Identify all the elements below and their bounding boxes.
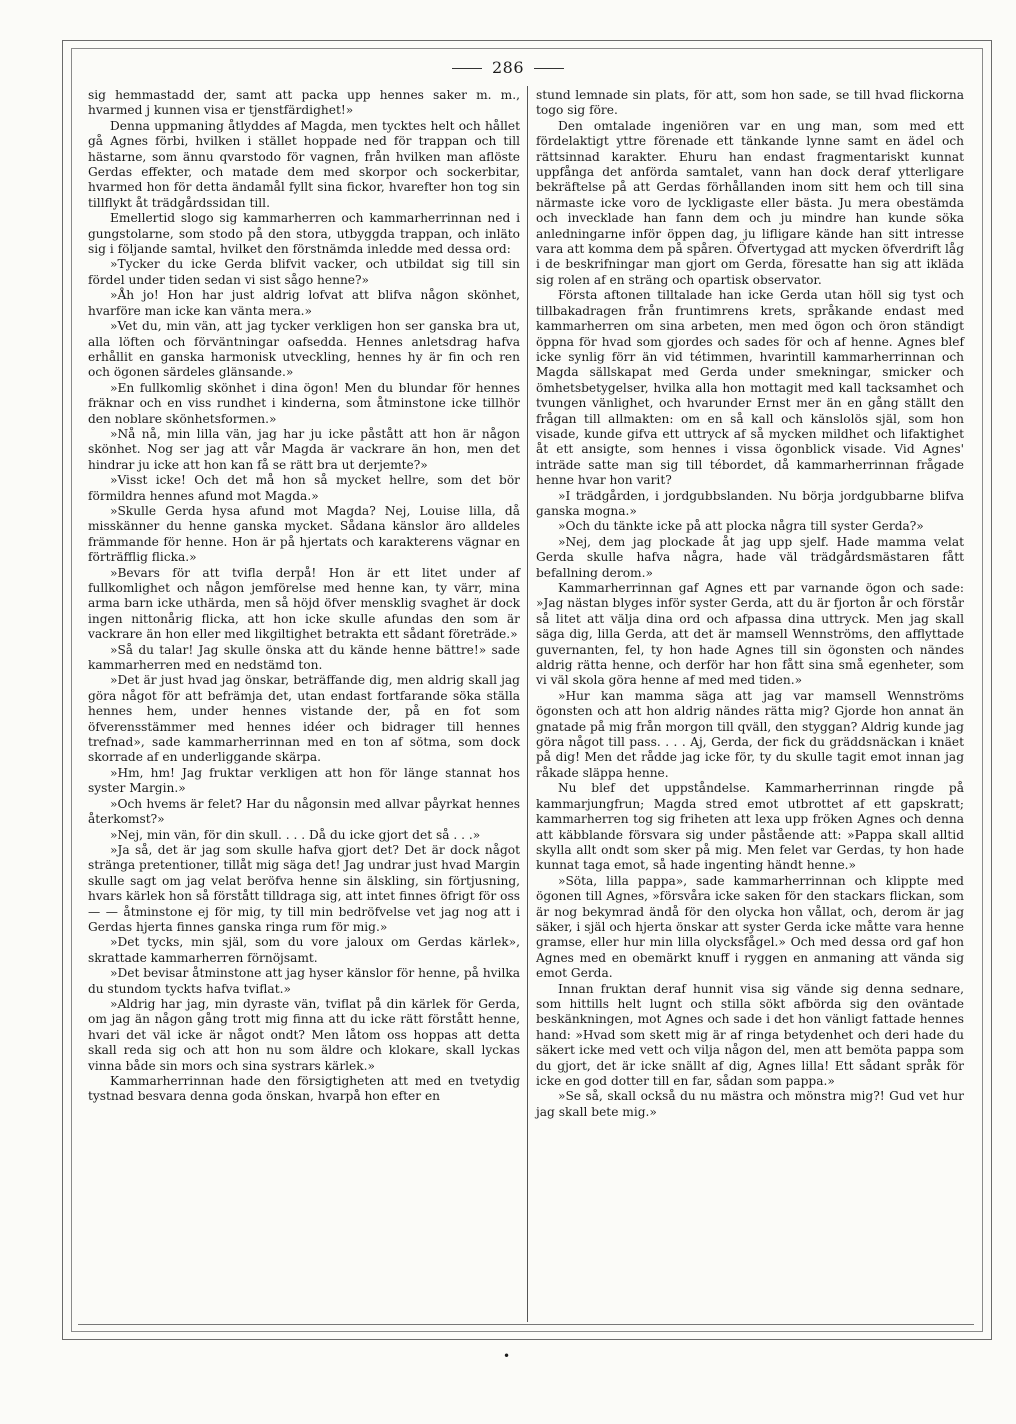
paragraph: »Se så, skall också du nu mästra och mönstra mig?! Gud vet hur jag skall bete mig.»	[536, 1089, 964, 1119]
page-number	[0, 58, 1016, 77]
paragraph: »En fullkomlig skönhet i dina ögon! Men du blundar för hennes fräknar och en viss rundhet i kinderna, som åtminstone icke tillhör den noblare skönhetsformen.»	[88, 380, 520, 426]
paragraph: Den omtalade ingeniören var en ung man, som med ett fördelaktigt yttre förenade ett tänkande lynne samt en ädel och rättsinnad karakter. Ehuru han endast fragmentariskt kunnat uppfånga det anförda samtalet, vann han dock deraf ytterligare bekräftelse på att Gerdas förhållanden inom sitt hem och till sina närmaste icke voro de lyckligaste eller bästa. Ju mera obestämda och invecklade han fann dem och ju mindre han kunde söka anledningarne inför öppen dag, ju lifligare kände han sitt intresse vara att komma dem på spåren. Öfvertygad att mycken öfverdrift låg i de beskrifningar man gjort om Gerda, föresatte han sig att ikläda sig rolen af en sträng och opartisk observator.	[536, 118, 964, 287]
page-number-text: 286	[491, 58, 525, 77]
paragraph: »Åh jo! Hon har just aldrig lofvat att blifva någon skönhet, hvarföre man icke kan vänta mera.»	[88, 288, 520, 318]
paragraph: Nu blef det uppståndelse. Kammarherrinnan ringde på kammarjungfrun; Magda stred emot utbrottet af ett gapskratt; kammarherren tog sig friheten att lexa upp fröken Agnes och denna att käbblande försvara sig under påstående att: »Pappa skall alltid skylla allt ondt som sker på mig. Men felet var Gerdas, ty hon hade kunnat taga emot, så hade ingenting händt henne.»	[536, 781, 964, 873]
paragraph: »Ja så, det är jag som skulle hafva gjort det? Det är dock något stränga pretentioner, tillåt mig säga det! Jag undrar just hvad Margin skulle sagt om jag velat beröfva henne sin älskling, sin förtjusning, hvars kärlek hon så förstått tilldraga sig, att intet finnes öfrigt för oss — — åtminstone ej för mig, ty till min bedröfvelse vet jag nog att i Gerdas hjerta finnes ganska ringa rum för mig.»	[88, 842, 520, 934]
paragraph: »Nej, dem jag plockade åt jag upp sjelf. Hade mamma velat Gerda skulle hafva några, hade väl trädgårdsmästaren fått befallning derom.»	[536, 534, 964, 580]
paragraph: »Det bevisar åtminstone att jag hyser känslor för henne, på hvilka du stundom tyckts hafva tviflat.»	[88, 966, 520, 996]
footer-mark: •	[503, 1349, 511, 1363]
paragraph: sig hemmastadd der, samt att packa upp hennes saker m. m., hvarmed j kunnen visa er tjenstfärdighet!»	[88, 88, 520, 118]
paragraph: »Nej, min vän, för din skull. . . . Då du icke gjort det så . . .»	[110, 827, 481, 842]
paragraph: »Hm, hm! Jag fruktar verkligen att hon för länge stannat hos syster Margin.»	[88, 765, 520, 796]
paragraph: Kammarherrinnan hade den försigtigheten att med en tvetydig tystnad besvara denna goda önskan, hvarpå hon efter en	[88, 1074, 520, 1104]
paragraph: stund lemnade sin plats, för att, som hon sade, se till hvad flickorna togo sig före.	[536, 88, 964, 118]
paragraph: »Hur kan mamma säga att jag var mamsell Wennströms ögonsten och att hon aldrig nändes rätta mig? Gjorde hon annat än gnatade på mig från morgon till qväll, den styggan? Aldrig kunde jag göra något till pass. . . . Aj, Gerda, der fick du gräddsnäckan i knäet på dig! Men det rådde jag icke för, ty du skulle tagit emot innan jag råkade släppa henne.	[536, 688, 964, 780]
paragraph: Emellertid slogo sig kammarherren och kammarherrinnan ned i gungstolarne, som stodo på den stora, utbyggda trappan, och inläto sig i följande samtal, hvilket den förstnämda inledde med dessa ord:	[88, 211, 520, 257]
paragraph: »I trädgården, i jordgubbslanden. Nu börja jordgubbarne blifva ganska mogna.»	[536, 488, 964, 518]
dash-right	[534, 68, 564, 69]
paragraph: »Så du talar! Jag skulle önska att du kände henne bättre!» sade kammarherren med en nedstämd ton.	[88, 642, 520, 673]
paragraph: Kammarherrinnan gaf Agnes ett par varnande ögon och sade: »Jag nästan blyges inför syster Gerda, att du är fjorton år och förstår så litet att välja dina ord och afpassa dina uttryck. Men jag skall säga dig, lilla Gerda, att det är mamsell Wennströms, den afflyttade guvernanten, fel, ty hon hade Agnes till sin ögonsten och nändes aldrig rätta henne, och derför har hon fått sina små egenheter, som vi väl skola göra henne af med med tiden.»	[536, 581, 964, 688]
right-column	[536, 88, 964, 1119]
paragraph: Första aftonen tilltalade han icke Gerda utan höll sig tyst och tillbakadragen från fruntimrens krets, språkande endast med kammarherren om sina arbeten, men med ögon och öron ständigt öppna för hvad som gjordes och sades för och af henne. Agnes blef icke synlig förr än vid tétimmen, hvarintill kammarherrinnan och Magda sällskapat med Gerda under smekningar, smicker och ömhetsbetygelser, hvilka alla hon mottagit med kall tacksamhet och tvungen vänlighet, och hvarunder Ernst mer än en gång ställt den frågan till allmakten: om en så kall och känslolös själ, som hon visade, kunde gifva ett uttryck af så mycken mildhet och lifaktighet åt ett ansigte, som hennes i vissa ögonblick visade. Vid Agnes' inträde satte man sig till tébordet, då kammarherrinnan frågade henne hvar hon varit?	[536, 288, 964, 488]
paragraph: »Söta, lilla pappa», sade kammarherrinnan och klippte med ögonen till Agnes, »försvåra icke saken för den stackars flickan, som är nog bekymrad ändå för den olycka hon vållat, och, derom är jag säker, i själ och hjerta önskar att syster Gerda icke måtte vara henne gramse, eller hur min lilla olycksfågel.» Och med dessa ord gaf hon Agnes med en obemärkt knuff i ryggen en anmaning att vända sig emot Gerda.	[536, 873, 964, 981]
paragraph: »Tycker du icke Gerda blifvit vacker, och utbildat sig till sin fördel under tiden sedan vi sist sågo henne?»	[88, 257, 520, 287]
paragraph: Denna uppmaning åtlyddes af Magda, men tycktes helt och hållet gå Agnes förbi, hvilken i stället hoppade ned för trappan och till hästarne, som ännu qvarstodo för vagnen, från hvilken man aflöste Gerdas effekter, och matade dem med skorpor och sockerbitar, hvarmed hon för detta ändamål fyllt sina fickor, hvarefter hon tog sin tillflykt åt trädgårdssidan till.	[88, 118, 520, 210]
paragraph: »Bevars för att tvifla derpå! Hon är ett litet under af fullkomlighet och någon jemförelse med henne kan, ty värr, mina arma barn icke uthärda, men så höjd öfver mensklig svaghet är dock ingen nittonårig flicka, att hon icke skulle afundas den som är vackrare än hon eller med likgiltighet betrakta ett sådant företräde.»	[88, 565, 520, 642]
paragraph: »Det är just hvad jag önskar, beträffande dig, men aldrig skall jag göra något för att befrämja det, utan endast fortfarande söka ställa hennes hem, under hennes vistande der, på en fot som öfverensstämmer med hennes idéer och bidrager till hennes trefnad», sade kammarherrinnan med en ton af sötma, som dock skorrade af en underliggande skärpa.	[88, 673, 520, 765]
dash-left	[452, 68, 482, 69]
paragraph: »Och hvems är felet? Har du någonsin med allvar påyrkat hennes återkomst?»	[88, 796, 520, 827]
paragraph: »Det tycks, min själ, som du vore jaloux om Gerdas kärlek», skrattade kammarherren förnöjsamt.	[88, 935, 520, 965]
paragraph: »Aldrig har jag, min dyraste vän, tviflat på din kärlek för Gerda, om jag än någon gång trott mig finna att du icke rätt förstått henne, hvari det väl icke är något ondt? Men låtom oss hoppas att detta skall reda sig och att hon nu som äldre och klokare, skall lyckas vinna både sin mors och sina systrars kärlek.»	[88, 996, 520, 1073]
bottom-rule	[78, 1324, 974, 1325]
paragraph: »Visst icke! Och det må hon så mycket hellre, som det bör förmildra hennes afund mot Magda.»	[88, 473, 520, 503]
paragraph: Innan fruktan deraf hunnit visa sig vände sig denna sednare, som hittills helt lugnt och stilla sökt afbörda sig den oväntade beskänkningen, mot Agnes och sade i det hon vänligt fattade hennes hand: »Hvad som skett mig är af ringa betydenhet och deri hade du säkert icke med vett och vilja någon del, men att bemöta pappa som du gjort, det är icke snällt af dig, Agnes lilla! Ett sådant språk för icke en god dotter till en far, sådan som pappa.»	[536, 981, 964, 1088]
paragraph: »Nå nå, min lilla vän, jag har ju icke påstått att hon är någon skönhet. Nog ser jag att vår Magda är vackrare än hon, men det hindrar ju icke att hon kan få se rätt bra ut derjemte?»	[88, 426, 520, 472]
left-column	[88, 88, 520, 1320]
column-divider	[527, 86, 528, 1322]
paragraph: »Vet du, min vän, att jag tycker verkligen hon ser ganska bra ut, alla löften och förväntningar oafsedda. Hennes anletsdrag hafva erhållit en ganska harmonisk utveckling, hennes hy är fin och ren och ögonen särdeles glänsande.»	[88, 319, 520, 380]
paragraph: »Skulle Gerda hysa afund mot Magda? Nej, Louise lilla, då misskänner du henne ganska mycket. Sådana känslor äro alldeles främmande för henne. Hon är på hjertats och karakterens vägnar en förträfflig flicka.»	[88, 503, 520, 565]
paragraph: »Och du tänkte icke på att plocka några till syster Gerda?»	[558, 519, 924, 534]
